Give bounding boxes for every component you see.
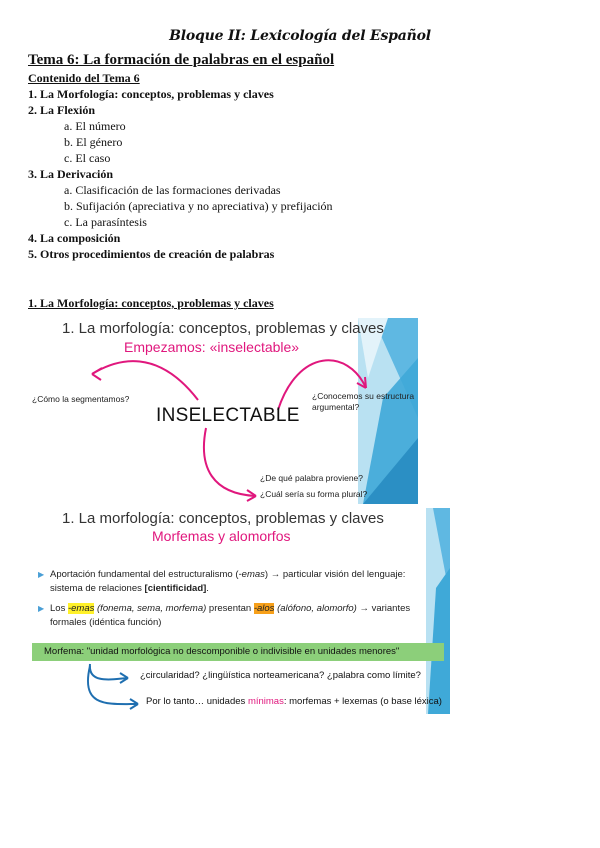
- definition-bar: Morfema: "unidad morfológica no descomponible o indivisible en unidades menores": [32, 643, 444, 661]
- question-structure-line2: argumental?: [312, 402, 360, 412]
- toc-item: 4. La composición: [28, 231, 121, 245]
- topic-title: Tema 6: La formación de palabras en el español: [28, 52, 335, 68]
- section-heading: 1. La Morfología: conceptos, problemas y claves: [28, 296, 274, 310]
- question-origin: ¿De qué palabra proviene?: [260, 473, 364, 483]
- question-segment: ¿Cómo la segmentamos?: [32, 394, 130, 404]
- table-of-contents: [28, 86, 448, 262]
- toc-item: b. El género: [64, 135, 123, 149]
- bullet-emas-alos: [38, 602, 428, 630]
- toc-item: 3. La Derivación: [28, 167, 113, 181]
- contents-heading: Contenido del Tema 6: [28, 71, 140, 85]
- note-circularity: ¿circularidad? ¿lingüística norteamericana? ¿palabra como límite?: [140, 670, 421, 681]
- slide-title: 1. La morfología: conceptos, problemas y claves: [62, 320, 384, 337]
- slide-inselectable: [28, 318, 418, 504]
- toc-item: a. Clasificación de las formaciones derivadas: [64, 183, 281, 197]
- triangle-bullet-icon: ▶: [38, 570, 45, 579]
- toc-item: 2. La Flexión: [28, 103, 96, 117]
- toc-item: a. El número: [64, 119, 126, 133]
- slide-morfemas: [28, 508, 450, 714]
- slide-subtitle: Morfemas y alomorfos: [152, 528, 291, 544]
- toc-item: c. La parasíntesis: [64, 215, 147, 229]
- question-plural: ¿Cuál sería su forma plural?: [260, 489, 368, 499]
- toc-item: 5. Otros procedimientos de creación de palabras: [28, 247, 275, 261]
- slide-subtitle: Empezamos: «inselectable»: [124, 339, 300, 355]
- question-structure: [312, 391, 414, 413]
- triangle-bullet-icon: ▶: [38, 604, 45, 613]
- note-minimal-units: Por lo tanto… unidades mínimas: morfemas + lexemas (o base léxica): [146, 696, 442, 707]
- toc-item: b. Sufijación (apreciativa y no apreciativa) y prefijación: [64, 199, 333, 213]
- toc-item: c. El caso: [64, 151, 111, 165]
- toc-item: 1. La Morfología: conceptos, problemas y claves: [28, 87, 274, 101]
- bullet-text: Los -emas (fonema, sema, morfema) presentan -alos (alófono, alomorfo) → variantes formales (idéntica función): [50, 603, 411, 628]
- example-word: INSELECTABLE: [156, 405, 300, 426]
- bullet-text: Aportación fundamental del estructuralismo (-emas) → particular visión del lenguaje: sistema de relaciones [cientificidad].: [50, 569, 406, 594]
- page-title: Bloque II: Lexicología del Español: [169, 28, 431, 44]
- question-structure-line1: ¿Conocemos su estructura: [312, 391, 415, 401]
- bullet-structuralism: [38, 568, 428, 596]
- slide-title: 1. La morfología: conceptos, problemas y claves: [62, 510, 384, 527]
